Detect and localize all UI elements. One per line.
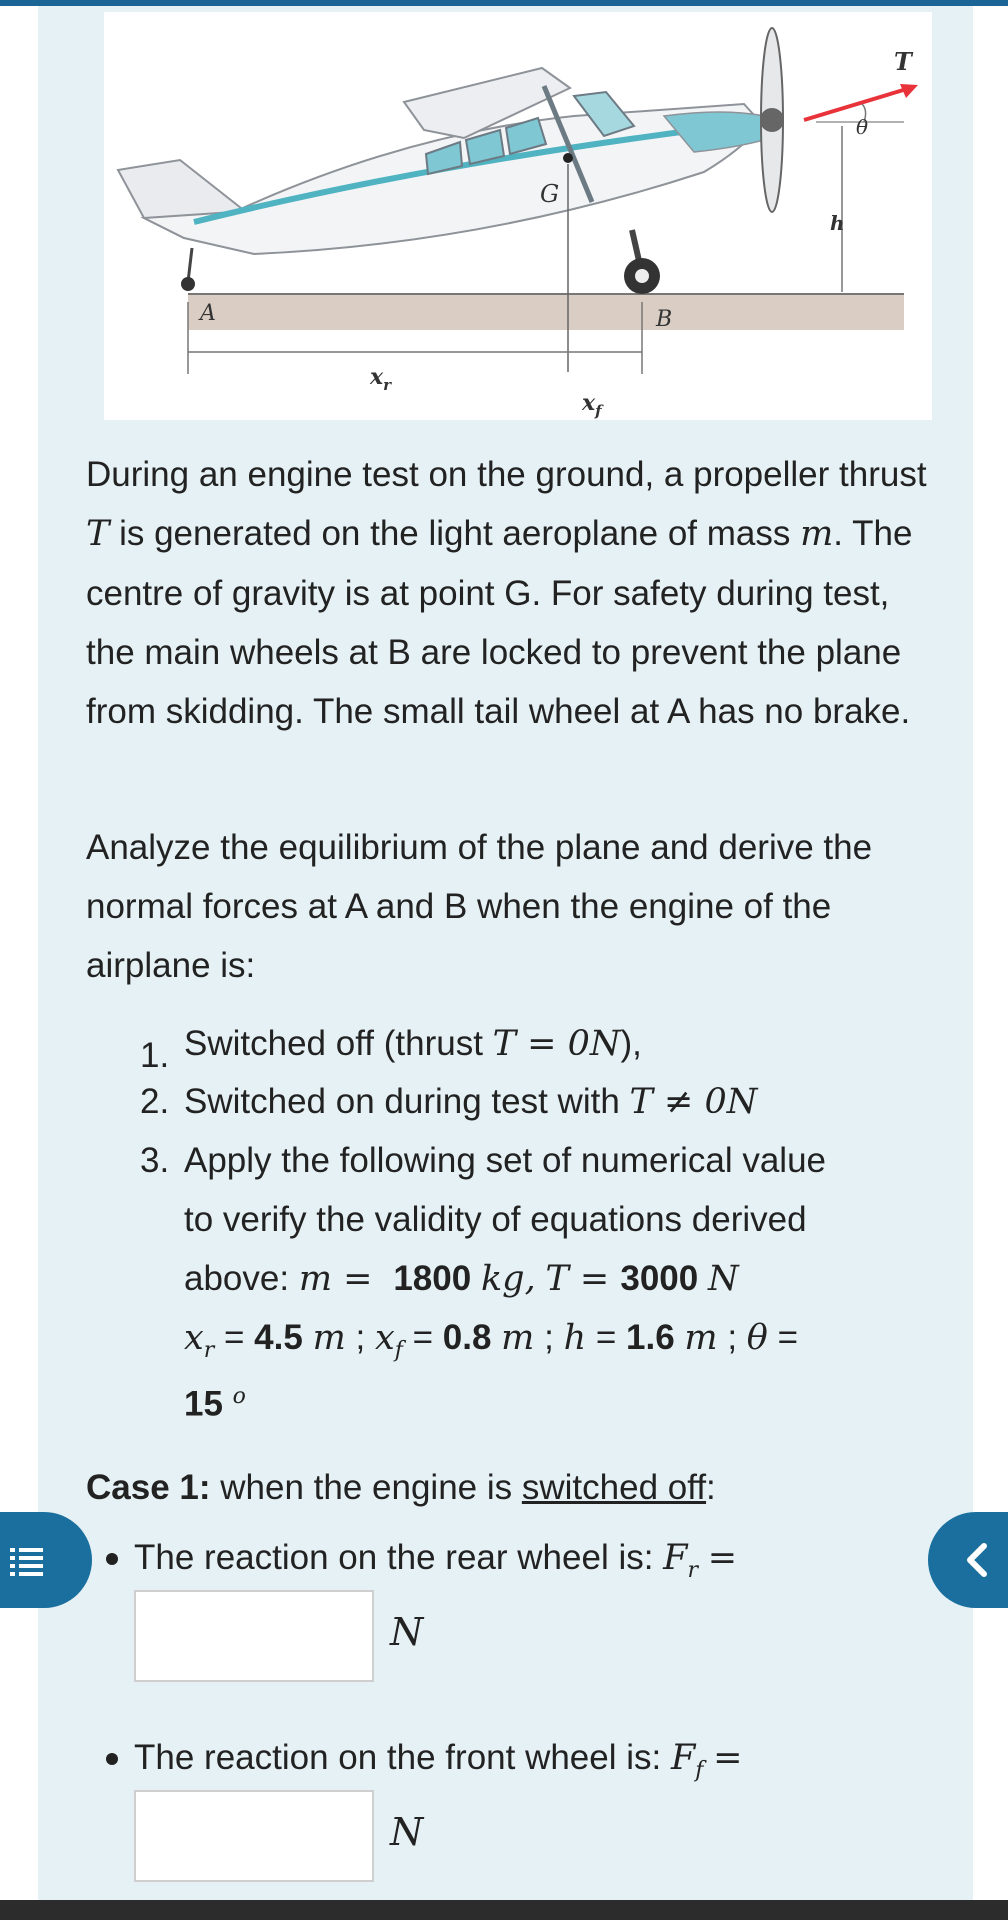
list-number-2: 2. bbox=[140, 1082, 170, 1121]
item-1-text: Switched off (thrust bbox=[184, 1024, 493, 1063]
m-unit-1: m bbox=[312, 1318, 346, 1358]
list-icon bbox=[0, 1512, 92, 1608]
label-a: A bbox=[200, 301, 216, 326]
xr-subscript: r bbox=[203, 1338, 215, 1363]
case-1-underlined: switched off bbox=[521, 1468, 707, 1507]
list-item-3-line1: Apply the following set of numerical value bbox=[184, 1141, 827, 1180]
item-1-end: ), bbox=[620, 1024, 642, 1063]
item-2-text: Switched on during test with bbox=[184, 1082, 630, 1121]
case-1-heading bbox=[86, 1468, 716, 1508]
label-g: G bbox=[540, 180, 560, 208]
n-unit: N bbox=[707, 1259, 739, 1299]
xf-subscript: f bbox=[394, 1338, 403, 1363]
center-of-gravity bbox=[563, 153, 573, 163]
bottom-system-bar bbox=[0, 1900, 1008, 1920]
theta-value: 15 bbox=[184, 1384, 223, 1424]
item-1-math: T = 0N bbox=[492, 1024, 621, 1064]
intro-text-3: . The centre of gravity is at point G. For safety during test, the main wheels at B are locked to prevent the plane from skidding. The small tail wheel at A has no brake. bbox=[86, 514, 913, 731]
separator-3: ; bbox=[727, 1318, 738, 1357]
list-item-3-line5 bbox=[184, 1367, 246, 1434]
menu-button[interactable] bbox=[0, 1512, 92, 1608]
degree-symbol: o bbox=[232, 1384, 246, 1409]
separator-1: ; bbox=[355, 1318, 366, 1357]
rear-label: The reaction on the rear wheel is: bbox=[134, 1538, 664, 1577]
thrust-symbol: T bbox=[86, 514, 110, 554]
m-unit-3: m bbox=[684, 1318, 718, 1358]
wheel-a bbox=[181, 277, 195, 291]
list-number-3: 3. bbox=[140, 1141, 170, 1180]
intro-text-2: is generated on the light aeroplane of mass bbox=[109, 514, 801, 553]
h-symbol: h bbox=[563, 1318, 587, 1358]
m-symbol: m bbox=[298, 1259, 333, 1299]
xr-value: 4.5 bbox=[254, 1318, 303, 1357]
list-item-3-line2: to verify the validity of equations derived bbox=[184, 1200, 807, 1239]
label-b: B bbox=[656, 307, 673, 332]
list-item-1 bbox=[184, 1014, 642, 1074]
case-1-colon: : bbox=[706, 1468, 716, 1507]
ff-subscript: f bbox=[695, 1758, 704, 1783]
ff-equals: = bbox=[713, 1738, 743, 1778]
analyze-paragraph: Analyze the equilibrium of the plane and derive the normal forces at A and B when the engine of the airplane is: bbox=[86, 828, 873, 985]
xf-value: 0.8 bbox=[442, 1318, 492, 1357]
thrust-value: 3000 bbox=[620, 1259, 699, 1298]
rear-unit: N bbox=[390, 1610, 424, 1654]
fr-symbol: F bbox=[663, 1538, 688, 1578]
list-item-3-line3 bbox=[184, 1249, 739, 1309]
fr-subscript: r bbox=[687, 1558, 698, 1583]
airplane-diagram bbox=[104, 12, 932, 420]
equals-2: = bbox=[568, 1259, 621, 1299]
back-button[interactable] bbox=[928, 1512, 1008, 1608]
above-label: above: bbox=[184, 1259, 299, 1298]
rear-reaction-input[interactable] bbox=[134, 1590, 374, 1682]
list-item-3-line4: $x_r = 4.5$ m ; $x_f = 0.8$ m ; h = 1.6 m ; θ = bbox=[184, 1318, 799, 1363]
ff-symbol: F bbox=[670, 1738, 696, 1778]
equals-1: = bbox=[332, 1259, 384, 1299]
list-number-1: 1. bbox=[140, 1036, 170, 1075]
label-h: h bbox=[830, 211, 845, 235]
m-unit-2: m bbox=[501, 1318, 535, 1358]
tail-gear-strut bbox=[188, 248, 192, 282]
list-item-2 bbox=[184, 1072, 757, 1132]
problem-intro bbox=[86, 445, 936, 741]
front-reaction-input[interactable] bbox=[134, 1790, 374, 1882]
label-t: T bbox=[894, 47, 912, 76]
case-1-label: Case 1: bbox=[86, 1468, 211, 1507]
wheel-b-hub bbox=[635, 269, 649, 283]
front-unit: N bbox=[390, 1810, 424, 1854]
theta-symbol: θ bbox=[746, 1318, 768, 1358]
comma: , bbox=[524, 1259, 536, 1299]
mass-symbol: m bbox=[800, 514, 834, 554]
xr-symbol: x bbox=[184, 1318, 204, 1358]
h-value: 1.6 bbox=[626, 1318, 675, 1357]
label-xr: $x_r$ bbox=[370, 364, 392, 394]
t-symbol: T bbox=[545, 1259, 569, 1299]
mass-value: 1800 bbox=[393, 1259, 472, 1298]
airplane-figure bbox=[104, 12, 932, 420]
fr-equals: = bbox=[707, 1538, 738, 1578]
chevron-left-icon bbox=[928, 1512, 1008, 1608]
ground bbox=[188, 294, 904, 330]
propeller-hub bbox=[760, 108, 784, 132]
label-xf: $x_f$ bbox=[582, 390, 602, 420]
item-2-math: T ≠ 0N bbox=[629, 1082, 758, 1122]
xf-symbol: x bbox=[374, 1318, 395, 1358]
case-1-text: when the engine is bbox=[210, 1468, 522, 1507]
intro-text-1: During an engine test on the ground, a propeller thrust bbox=[86, 455, 927, 494]
separator-2: ; bbox=[544, 1318, 554, 1357]
kg-unit: kg bbox=[480, 1259, 525, 1299]
front-label: The reaction on the front wheel is: bbox=[134, 1738, 671, 1777]
bullet-dot-front bbox=[106, 1753, 118, 1765]
bullet-dot-rear bbox=[106, 1553, 118, 1565]
label-theta: θ bbox=[856, 115, 869, 139]
